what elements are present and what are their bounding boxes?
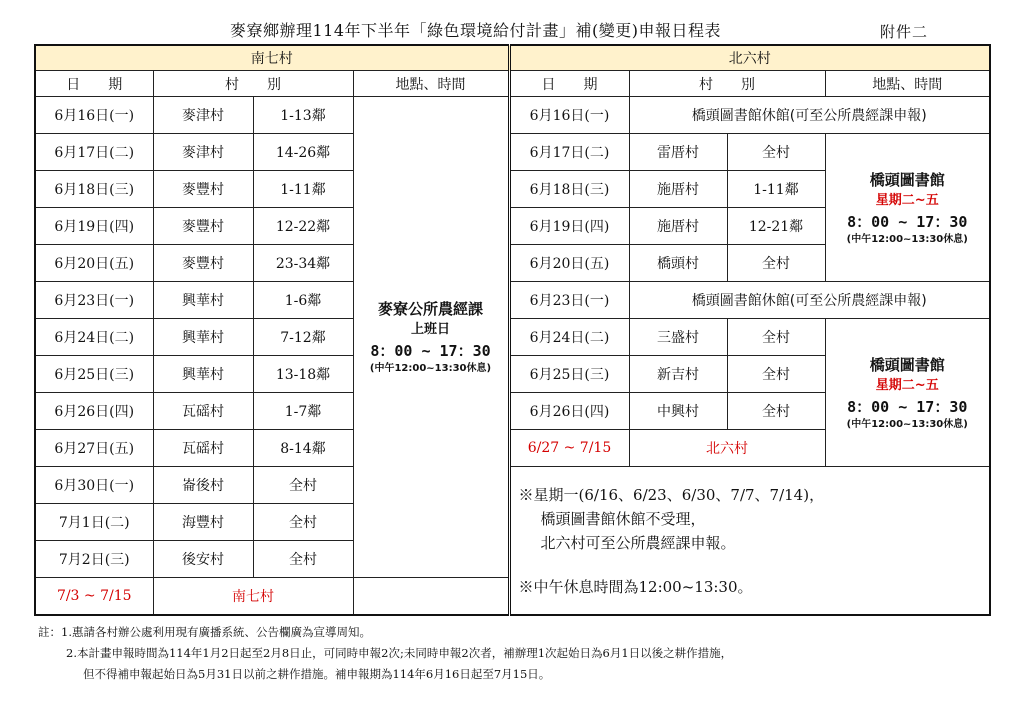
south-date: 6月30日(一): [35, 467, 153, 504]
south-date: 6月20日(五): [35, 245, 153, 282]
south-location-header: 地點、時間: [353, 71, 509, 97]
north-village: 雷厝村: [629, 134, 727, 171]
south-range: 全村: [253, 467, 353, 504]
north-village-header: 村 別: [629, 71, 825, 97]
south-village: 麥津村: [153, 134, 253, 171]
south-date: 6月24日(二): [35, 319, 153, 356]
south-village: 瓦磘村: [153, 393, 253, 430]
north-location-time: 8：00 ~ 17：30: [847, 212, 968, 231]
north-location-days: 星期二~五: [875, 192, 939, 208]
south-date: 7月2日(三): [35, 541, 153, 578]
north-location-days: 星期二~五: [875, 377, 939, 393]
south-makeup-village: 南七村: [153, 578, 353, 616]
north-village: 施厝村: [629, 208, 727, 245]
north-date: 6月17日(二): [509, 134, 629, 171]
south-range: 1-7鄰: [253, 393, 353, 430]
north-location-cell-1: [825, 134, 990, 282]
north-range: 全村: [727, 393, 825, 430]
south-village: 後安村: [153, 541, 253, 578]
north-location-header: 地點、時間: [825, 71, 990, 97]
south-range: 1-13鄰: [253, 97, 353, 134]
south-date: 6月26日(四): [35, 393, 153, 430]
north-note-line4: ※中午休息時間為12:00~13:30。: [518, 577, 753, 596]
north-closed-notice: 橋頭圖書館休館(可至公所農經課申報): [629, 97, 990, 134]
south-village: 興華村: [153, 356, 253, 393]
north-location-time: 8：00 ~ 17：30: [847, 397, 968, 416]
north-village: 施厝村: [629, 171, 727, 208]
south-date: 6月17日(二): [35, 134, 153, 171]
table-row: [35, 282, 990, 319]
north-makeup-village: 北六村: [629, 430, 825, 467]
annex-label: 附件二: [880, 23, 929, 41]
north-date: 6月18日(三): [509, 171, 629, 208]
south-range: 1-11鄰: [253, 171, 353, 208]
south-village: 興華村: [153, 282, 253, 319]
south-date: 6月23日(一): [35, 282, 153, 319]
footnotes: [38, 622, 732, 685]
south-village: 崙後村: [153, 467, 253, 504]
north-makeup-date: 6/27 ~ 7/15: [509, 430, 629, 467]
south-range: 23-34鄰: [253, 245, 353, 282]
south-location-title: 麥寮公所農經課: [377, 300, 483, 318]
north-location-break: (中午12:00~13:30休息): [846, 418, 968, 430]
north-date: 6月25日(三): [509, 356, 629, 393]
north-location-break: (中午12:00~13:30休息): [846, 233, 968, 245]
south-date: 7月1日(二): [35, 504, 153, 541]
south-village: 麥豐村: [153, 171, 253, 208]
north-date: 6月24日(二): [509, 319, 629, 356]
south-village: 海豐村: [153, 504, 253, 541]
north-note-line2: 橋頭圖書館休館不受理，: [540, 509, 706, 528]
schedule-table: [34, 44, 991, 616]
north-notes: [509, 467, 990, 616]
north-range: 全村: [727, 319, 825, 356]
south-group-header: 南七村: [35, 45, 509, 71]
north-village: 中興村: [629, 393, 727, 430]
south-village: 麥豐村: [153, 208, 253, 245]
south-range: 12-22鄰: [253, 208, 353, 245]
south-date: 6月16日(一): [35, 97, 153, 134]
footnote-3: 但不得補申報起始日為5月31日以前之耕作措施。補申報期為114年6月16日起至7月15日。: [83, 667, 551, 681]
south-village: 瓦磘村: [153, 430, 253, 467]
table-row: [35, 319, 990, 356]
north-range: 1-11鄰: [727, 171, 825, 208]
table-row: [35, 467, 990, 504]
north-group-header: 北六村: [509, 45, 990, 71]
north-village: 橋頭村: [629, 245, 727, 282]
south-range: 7-12鄰: [253, 319, 353, 356]
north-date: 6月23日(一): [509, 282, 629, 319]
footnote-2: 2.本計畫申報時間為114年1月2日起至2月8日止，可同時申報2次;未同時申報2次者，補辦理1次起始日為6月1日以後之耕作措施，: [66, 646, 733, 660]
footnote-1: 註：1.惠請各村辦公處利用現有廣播系統、公告欄廣為宣導周知。: [38, 625, 371, 639]
north-range: 全村: [727, 245, 825, 282]
north-date: 6月20日(五): [509, 245, 629, 282]
north-date-header: 日 期: [509, 71, 629, 97]
south-date: 6月25日(三): [35, 356, 153, 393]
north-village: 三盛村: [629, 319, 727, 356]
south-date: 6月19日(四): [35, 208, 153, 245]
south-village-header: 村 別: [153, 71, 353, 97]
south-village: 麥豐村: [153, 245, 253, 282]
south-location-break: (中午12:00~13:30休息): [369, 363, 492, 374]
south-date-header: 日 期: [35, 71, 153, 97]
north-location-cell-2: [825, 319, 990, 467]
south-location-subtitle: 上班日: [410, 322, 450, 337]
south-date: 6月18日(三): [35, 171, 153, 208]
north-range: 全村: [727, 134, 825, 171]
south-range: 全村: [253, 541, 353, 578]
south-range: 1-6鄰: [253, 282, 353, 319]
north-location-title: 橋頭圖書館: [869, 355, 945, 374]
document-title: 麥寮鄉辦理114年下半年「綠色環境給付計畫」補(變更)申報日程表: [230, 21, 722, 40]
south-date: 6月27日(五): [35, 430, 153, 467]
south-makeup-date: 7/3 ~ 7/15: [35, 578, 153, 616]
north-village: 新吉村: [629, 356, 727, 393]
north-range: 全村: [727, 356, 825, 393]
table-row: [35, 134, 990, 171]
north-date: 6月16日(一): [509, 97, 629, 134]
north-location-title: 橋頭圖書館: [869, 170, 945, 189]
north-note-line1: ※星期一(6/16、6/23、6/30、7/7、7/14)，: [518, 485, 825, 504]
north-range: 12-21鄰: [727, 208, 825, 245]
north-note-line3: 北六村可至公所農經課申報。: [540, 533, 736, 552]
north-date: 6月19日(四): [509, 208, 629, 245]
south-location-time: 8：00 ~ 17：30: [370, 342, 491, 360]
south-range: 14-26鄰: [253, 134, 353, 171]
south-range: 全村: [253, 504, 353, 541]
table-row: [35, 97, 990, 134]
south-location-cell: [353, 97, 509, 578]
north-date: 6月26日(四): [509, 393, 629, 430]
south-village: 麥津村: [153, 97, 253, 134]
south-range: 13-18鄰: [253, 356, 353, 393]
south-village: 興華村: [153, 319, 253, 356]
south-range: 8-14鄰: [253, 430, 353, 467]
north-closed-notice: 橋頭圖書館休館(可至公所農經課申報): [629, 282, 990, 319]
